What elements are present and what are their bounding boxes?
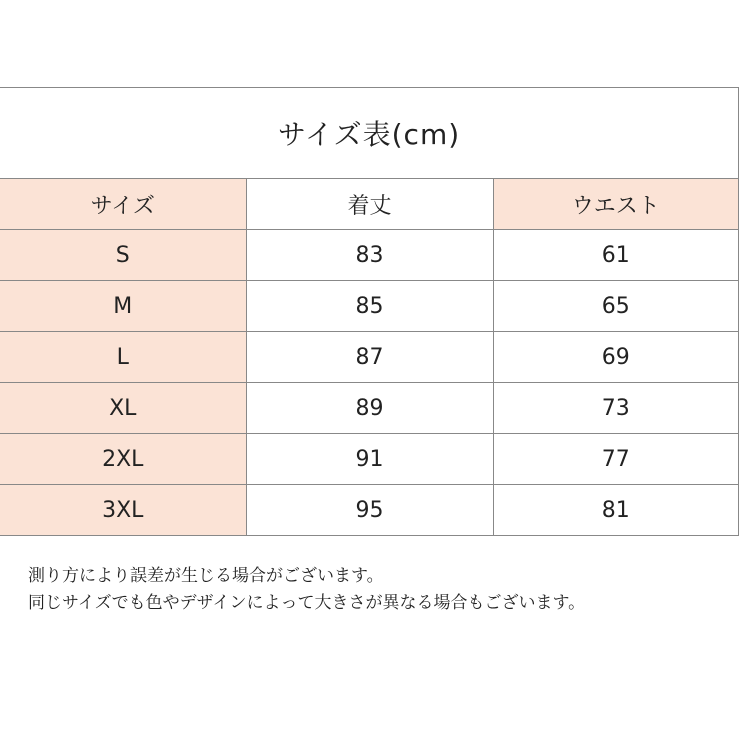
table-row bbox=[0, 434, 738, 485]
cell-waist: 69 bbox=[493, 332, 738, 383]
table-row bbox=[0, 230, 738, 281]
table-row bbox=[0, 332, 738, 383]
cell-waist: 73 bbox=[493, 383, 738, 434]
table-header-row bbox=[0, 179, 738, 230]
header-size: サイズ bbox=[0, 179, 246, 230]
cell-length: 89 bbox=[246, 383, 493, 434]
table-row bbox=[0, 383, 738, 434]
cell-waist: 77 bbox=[493, 434, 738, 485]
header-waist: ウエスト bbox=[493, 179, 738, 230]
cell-length: 87 bbox=[246, 332, 493, 383]
cell-size: S bbox=[0, 230, 246, 281]
notes bbox=[28, 563, 585, 617]
cell-length: 85 bbox=[246, 281, 493, 332]
cell-length: 83 bbox=[246, 230, 493, 281]
cell-waist: 65 bbox=[493, 281, 738, 332]
cell-size: M bbox=[0, 281, 246, 332]
cell-size: XL bbox=[0, 383, 246, 434]
cell-length: 95 bbox=[246, 485, 493, 536]
note-line: 測り方により誤差が生じる場合がございます。 bbox=[28, 566, 384, 586]
cell-size: 2XL bbox=[0, 434, 246, 485]
size-table bbox=[0, 179, 738, 536]
cell-waist: 81 bbox=[493, 485, 738, 536]
cell-waist: 61 bbox=[493, 230, 738, 281]
size-chart bbox=[0, 87, 739, 536]
size-chart-title: サイズ表(cm) bbox=[0, 88, 738, 179]
table-row bbox=[0, 281, 738, 332]
cell-size: L bbox=[0, 332, 246, 383]
header-length: 着丈 bbox=[246, 179, 493, 230]
cell-size: 3XL bbox=[0, 485, 246, 536]
cell-length: 91 bbox=[246, 434, 493, 485]
note-line: 同じサイズでも色やデザインによって大きさが異なる場合もございます。 bbox=[28, 593, 586, 613]
table-row bbox=[0, 485, 738, 536]
